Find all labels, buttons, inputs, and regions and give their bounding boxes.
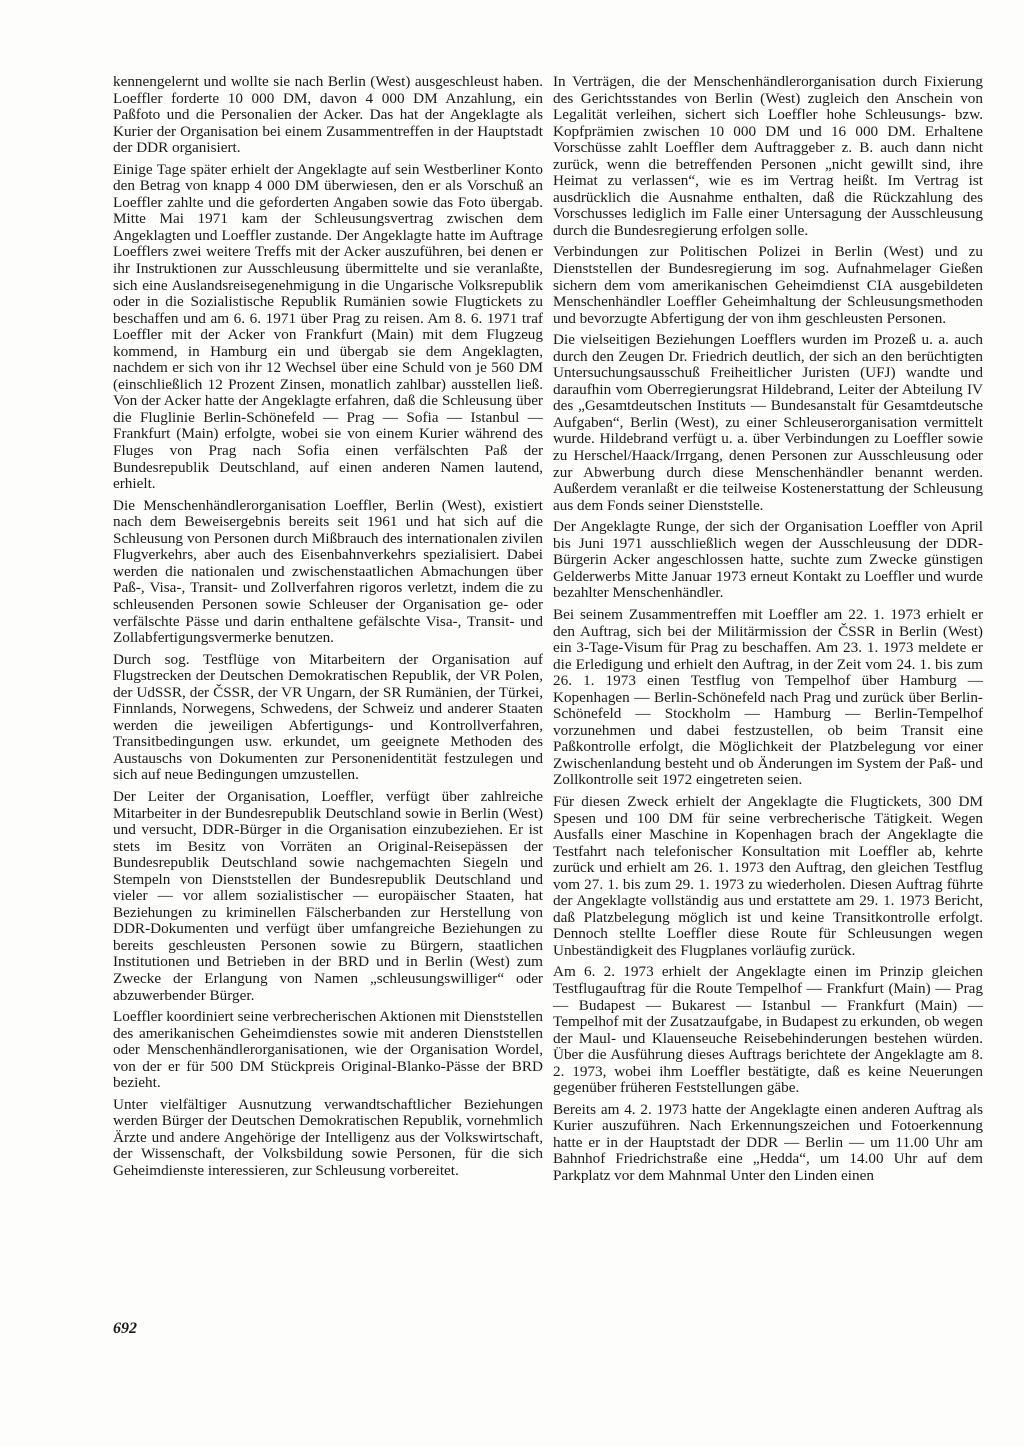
paragraph: In Verträgen, die der Menschenhändlerorganisation durch Fixierung des Gerichtsstandes von Berlin (West) zugleich den Anschein von Legalität verleihen, sichert sich Loeffler hohe Schleusungs- bzw. Kopfprämien zwischen 10 000 DM und 16 000 DM. Erhaltene Vorschüsse zahlt Loeffler dem Auftraggeber z. B. auch dann nicht zurück, wenn die betreffenden Personen „nicht gewillt sind, ihre Heimat zu verlassen“, wie es im Vertrag heißt. Im Vertrag ist ausdrücklich die Ausnahme enthalten, daß die Rückzahlung des Vorschusses lediglich im Falle einer Untersagung der Ausschleusung durch die Bundesregierung erfolgen solle.: [553, 73, 983, 239]
paragraph: Verbindungen zur Politischen Polizei in Berlin (West) und zu Dienststellen der Bundesregierung im sog. Aufnahmelager Gießen sichern dem vom amerikanischen Geheimdienst CIA ausgebildeten Menschenhändler Loeffler Geheimhaltung der Schleusungsmethoden und bevorzugte Abfertigung der von ihm geschleusten Personen.: [553, 243, 983, 327]
left-text-column: [113, 74, 543, 1185]
paragraph: Bereits am 4. 2. 1973 hatte der Angeklagte einen anderen Auftrag als Kurier auszuführen. Nach Erkennungszeichen und Fotoerkennung hatte er in der Hauptstadt der DDR — Berlin — um 11.00 Uhr am Bahnhof Friedrichstraße eine „Hedda“, um 14.00 Uhr auf dem Parkplatz vor dem Mahnmal Unter den Linden einen: [553, 1100, 983, 1184]
paragraph: kennengelernt und wollte sie nach Berlin (West) ausgeschleust haben. Loeffler forderte 10 000 DM, davon 4 000 DM Anzahlung, ein Paßfoto und die Personalien der Acker. Das hat der Angeklagte als Kurier der Organisation bei einem Zusammentreffen in der Hauptstadt der DDR organisiert.: [113, 73, 543, 157]
paragraph: Loeffler koordiniert seine verbrecherischen Aktionen mit Dienststellen des amerikanischen Geheimdienstes sowie mit anderen Dienststellen oder Menschenhändlerorganisationen, wie der Organisation Wordel, von der er für 500 DM Stückpreis Original-Blanko-Pässe der BRD bezieht.: [113, 1008, 543, 1092]
paragraph: Der Angeklagte Runge, der sich der Organisation Loeffler von April bis Juni 1971 ausschließlich wegen der Ausschleusung der DDR-Bürgerin Acker angeschlossen hatte, suchte zum Zwecke günstigen Gelderwerbs Mitte Januar 1973 erneut Kontakt zu Loeffler und wurde bezahlter Menschenhändler.: [553, 518, 983, 602]
right-text-column: [553, 74, 983, 1190]
paragraph: Unter vielfältiger Ausnutzung verwandtschaftlicher Beziehungen werden Bürger der Deutschen Demokratischen Republik, vornehmlich Ärzte und andere Angehörige der Intelligenz aus der Volkswirtschaft, der Wissenschaft, der Volksbildung sowie Personen, für die sich Geheimdienste interessieren, zur Schleusung vorbereitet.: [113, 1095, 543, 1179]
paragraph: Einige Tage später erhielt der Angeklagte auf sein Westberliner Konto den Betrag von knapp 4 000 DM überwiesen, den er als Vorschuß an Loeffler zahlte und die geforderten Angaben sowie das Foto übergab. Mitte Mai 1971 kam der Schleusungsvertrag zwischen dem Angeklagten und Loeffler zustande. Der Angeklagte hatte im Auftrage Loefflers zwei weitere Treffs mit der Acker auszuführen, bei denen er ihr Instruktionen zur Ausschleusung übermittelte und sie veranlaßte, sich eine Auslandsreisegenehmigung in die Ungarische Volksrepublik oder in die Sozialistische Republik Rumänien sowie Flugtickets zu beschaffen und am 6. 6. 1971 über Prag zu reisen. Am 8. 6. 1971 traf Loeffler mit der Acker von Frankfurt (Main) mit dem Flugzeug kommend, in Hamburg ein und übergab sie dem Angeklagten, nachdem er sich von ihr 12 Wechsel über eine Schuld von je 560 DM (einschließlich 12 Prozent Zinsen, monatlich zahlbar) ausstellen ließ. Von der Acker hatte der Angeklagte erfahren, daß die Schleusung über die Fluglinie Berlin-Schönefeld — Prag — Sofia — Istanbul — Frankfurt (Main) erfolgte, wobei sie von einem Kurier während des Fluges von Prag nach Sofia einen verfälschten Paß der Bundesrepublik Deutschland, auf einen anderen Namen lautend, erhielt.: [113, 160, 543, 493]
paragraph: Der Leiter der Organisation, Loeffler, verfügt über zahlreiche Mitarbeiter in der Bundesrepublik Deutschland sowie in Berlin (West) und versucht, DDR-Bürger in die Organisation einzubeziehen. Er ist stets im Besitz von Vorräten an Original-Reisepässen der Bundesrepublik Deutschland sowie nachgemachten Siegeln und Stempeln von Dienststellen der Bundesrepublik Deutschland und vieler — vor allem sozialistischer — europäischer Staaten, hat Beziehungen zu kriminellen Fälscherbanden zur Herstellung von DDR-Dokumenten und verfügt über umfangreiche Beziehungen zu bereits geschleusten Personen sowie zu Bürgern, staatlichen Institutionen und Betrieben in der BRD und in Berlin (West) zum Zwecke der Erlangung von Namen „schleusungswilliger“ oder abzuwerbender Bürger.: [113, 787, 543, 1004]
paragraph: Für diesen Zweck erhielt der Angeklagte die Flugtickets, 300 DM Spesen und 100 DM für seine verbrecherische Tätigkeit. Wegen Ausfalls einer Maschine in Kopenhagen brach der Angeklagte die Testfahrt nach telefonischer Konsultation mit Loeffler ab, kehrte zurück und erhielt am 26. 1. 1973 den Auftrag, den gleichen Testflug vom 27. 1. bis zum 29. 1. 1973 zu wiederholen. Diesen Auftrag führte der Angeklagte vollständig aus und erstattete am 29. 1. 1973 Bericht, daß Platzbelegung möglich ist und keine Transitkontrolle erfolgt. Dennoch stellte Loeffler diese Route für Schleusungen wegen Unbeständigkeit des Flugplanes vorläufig zurück.: [553, 792, 983, 959]
page-number: 692: [113, 1320, 137, 1337]
paragraph: Am 6. 2. 1973 erhielt der Angeklagte einen im Prinzip gleichen Testflugauftrag für die Route Tempelhof — Frankfurt (Main) — Prag — Budapest — Bukarest — Istanbul — Frankfurt (Main) — Tempelhof mit der Zusatzaufgabe, in Budapest zu erkunden, ob wegen der Maul- und Klauenseuche Reisebehinderungen bestehen würden. Über die Ausführung dieses Auftrags berichtete der Angeklagte am 8. 2. 1973, wobei ihm Loeffler bestätigte, daß es keine Neuerungen gegenüber früheren Feststellungen gäbe.: [553, 963, 983, 1097]
paragraph: Die Menschenhändlerorganisation Loeffler, Berlin (West), existiert nach dem Beweisergebnis bereits seit 1961 und hat sich auf die Schleusung von Personen durch Mißbrauch des internationalen zivilen Flugverkehrs, aber auch des Eisenbahnverkehrs spezialisiert. Dabei werden die nationalen und zwischenstaatlichen Abmachungen über Paß-, Visa-, Transit- und Zollverfahren rigoros verletzt, indem die zu schleusenden Personen sowie Schleuser der Organisation ge- oder verfälschte Pässe und darin enthaltene gefälschte Visa-, Transit- und Zollabfertigungsvermerke benutzen.: [113, 496, 543, 647]
paragraph: Durch sog. Testflüge von Mitarbeitern der Organisation auf Flugstrecken der Deutschen Demokratischen Republik, der VR Polen, der UdSSR, der ČSSR, der VR Ungarn, der SR Rumänien, der Türkei, Finnlands, Norwegens, Schwedens, der Schweiz und anderer Staaten werden die jeweiligen Abfertigungs- und Kontrollverfahren, Transitbedingungen usw. erkundet, um geeignete Methoden des Austauschs von Dokumenten zur Personenidentität festzulegen und sich auf neue Bedingungen umzustellen.: [113, 650, 543, 784]
paragraph: Die vielseitigen Beziehungen Loefflers wurden im Prozeß u. a. auch durch den Zeugen Dr. Friedrich deutlich, der sich an den berüchtigten Untersuchungsausschuß Freiheitlicher Juristen (UFJ) wandte und daraufhin vom Oberregierungsrat Hildebrand, Leiter der Abteilung IV des „Gesamtdeutschen Instituts — Bundesanstalt für Gesamtdeutsche Aufgaben“, Berlin (West), zu einer Schleuserorganisation vermittelt wurde. Hildebrand verfügt u. a. über Verbindungen zu Loeffler sowie zu Herschel/Haack/Irrgang, denen Personen zur Ausschleusung oder zur Abwerbung durch diese Menschenhändler benannt werden. Außerdem veranlaßt er die teilweise Kostenerstattung der Schleusung aus dem Fonds seiner Dienststelle.: [553, 331, 983, 514]
paragraph: Bei seinem Zusammentreffen mit Loeffler am 22. 1. 1973 erhielt er den Auftrag, sich bei der Militärmission der ČSSR in Berlin (West) ein 3-Tage-Visum für Prag zu beschaffen. Am 23. 1. 1973 meldete er die Erledigung und erhielt den Auftrag, in der Zeit vom 24. 1. bis zum 26. 1. 1973 einen Testflug von Tempelhof über Hamburg — Kopenhagen — Berlin-Schönefeld nach Prag und zurück über Berlin-Schönefeld — Stockholm — Hamburg — Berlin-Tempelhof vorzunehmen und dabei festzustellen, ob beim Transit eine Paßkontrolle erfolgt, die Möglichkeit der Platzbelegung vor einer Zwischenlandung besteht und ob Änderungen im System der Paß- und Zollkontrolle seit 1972 eingetreten seien.: [553, 605, 983, 789]
